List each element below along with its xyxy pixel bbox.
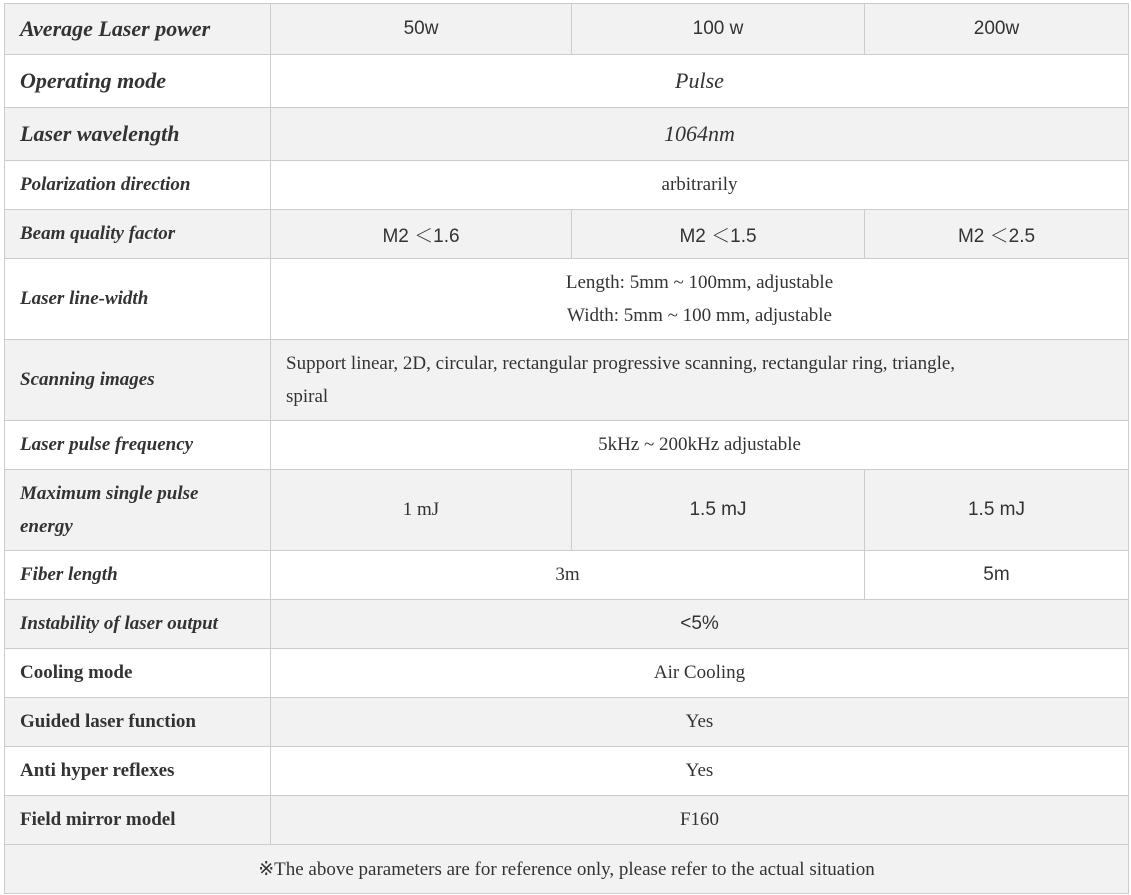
row-label: Laser pulse frequency (5, 421, 271, 470)
footnote: ※The above parameters are for reference only, please refer to the actual situation (5, 845, 1129, 894)
cell-value: F160 (271, 796, 1129, 845)
row-label: Guided laser function (5, 698, 271, 747)
width-text: Width: 5mm ~ 100 mm, adjustable (567, 305, 832, 326)
row-label-line-2: energy (20, 516, 73, 537)
cell-value: <5% (271, 600, 1129, 649)
row-label: Laser line-width (5, 259, 271, 340)
cell-200w: 200w (865, 4, 1129, 55)
cell-value: 5kHz ~ 200kHz adjustable (271, 421, 1129, 470)
row-label: Field mirror model (5, 796, 271, 845)
scanning-text-line-2: spiral (286, 386, 329, 407)
length-text: Length: 5mm ~ 100mm, adjustable (565, 272, 834, 293)
cell-value (271, 340, 1129, 421)
row-label: Polarization direction (5, 161, 271, 210)
row-maximum-single-pulse-energy (5, 470, 1129, 551)
cell-value: Yes (271, 698, 1129, 747)
row-label-line-1: Maximum single pulse (20, 483, 199, 504)
row-average-laser-power (5, 4, 1129, 55)
cell-value: arbitrarily (271, 161, 1129, 210)
row-laser-wavelength (5, 108, 1129, 161)
row-label: Fiber length (5, 551, 271, 600)
row-beam-quality-factor (5, 210, 1129, 259)
cell-value: Yes (271, 747, 1129, 796)
specifications-table (4, 3, 1129, 894)
row-anti-hyper-reflexes (5, 747, 1129, 796)
row-laser-pulse-frequency (5, 421, 1129, 470)
row-laser-line-width (5, 259, 1129, 340)
row-label: Operating mode (5, 55, 271, 108)
cell-200w: 1.5 mJ (865, 470, 1129, 551)
row-label: Anti hyper reflexes (5, 747, 271, 796)
cell-value: Air Cooling (271, 649, 1129, 698)
cell-100w: 100 w (572, 4, 865, 55)
cell-50w: 1 mJ (271, 470, 572, 551)
cell-value: Pulse (271, 55, 1129, 108)
row-label: Beam quality factor (5, 210, 271, 259)
row-polarization-direction (5, 161, 1129, 210)
row-instability-of-laser-output (5, 600, 1129, 649)
cell-100w: 1.5 mJ (572, 470, 865, 551)
cell-50w: M2 ＜1.6 (271, 210, 572, 259)
row-label: Average Laser power (5, 4, 271, 55)
row-footnote (5, 845, 1129, 894)
cell-100w: M2 ＜1.5 (572, 210, 865, 259)
cell-50w: 50w (271, 4, 572, 55)
cell-200w: 5m (865, 551, 1129, 600)
row-scanning-images (5, 340, 1129, 421)
row-label: Scanning images (5, 340, 271, 421)
row-label: Instability of laser output (5, 600, 271, 649)
row-cooling-mode (5, 649, 1129, 698)
row-label: Laser wavelength (5, 108, 271, 161)
row-label: Cooling mode (5, 649, 271, 698)
cell-value: 1064nm (271, 108, 1129, 161)
cell-50w-100w: 3m (271, 551, 865, 600)
row-operating-mode (5, 55, 1129, 108)
scanning-text-line-1: Support linear, 2D, circular, rectangular progressive scanning, rectangular ring, triangle, (286, 353, 956, 374)
row-fiber-length (5, 551, 1129, 600)
cell-200w: M2 ＜2.5 (865, 210, 1129, 259)
cell-value (271, 259, 1129, 340)
row-field-mirror-model (5, 796, 1129, 845)
row-label (5, 470, 271, 551)
row-guided-laser-function (5, 698, 1129, 747)
